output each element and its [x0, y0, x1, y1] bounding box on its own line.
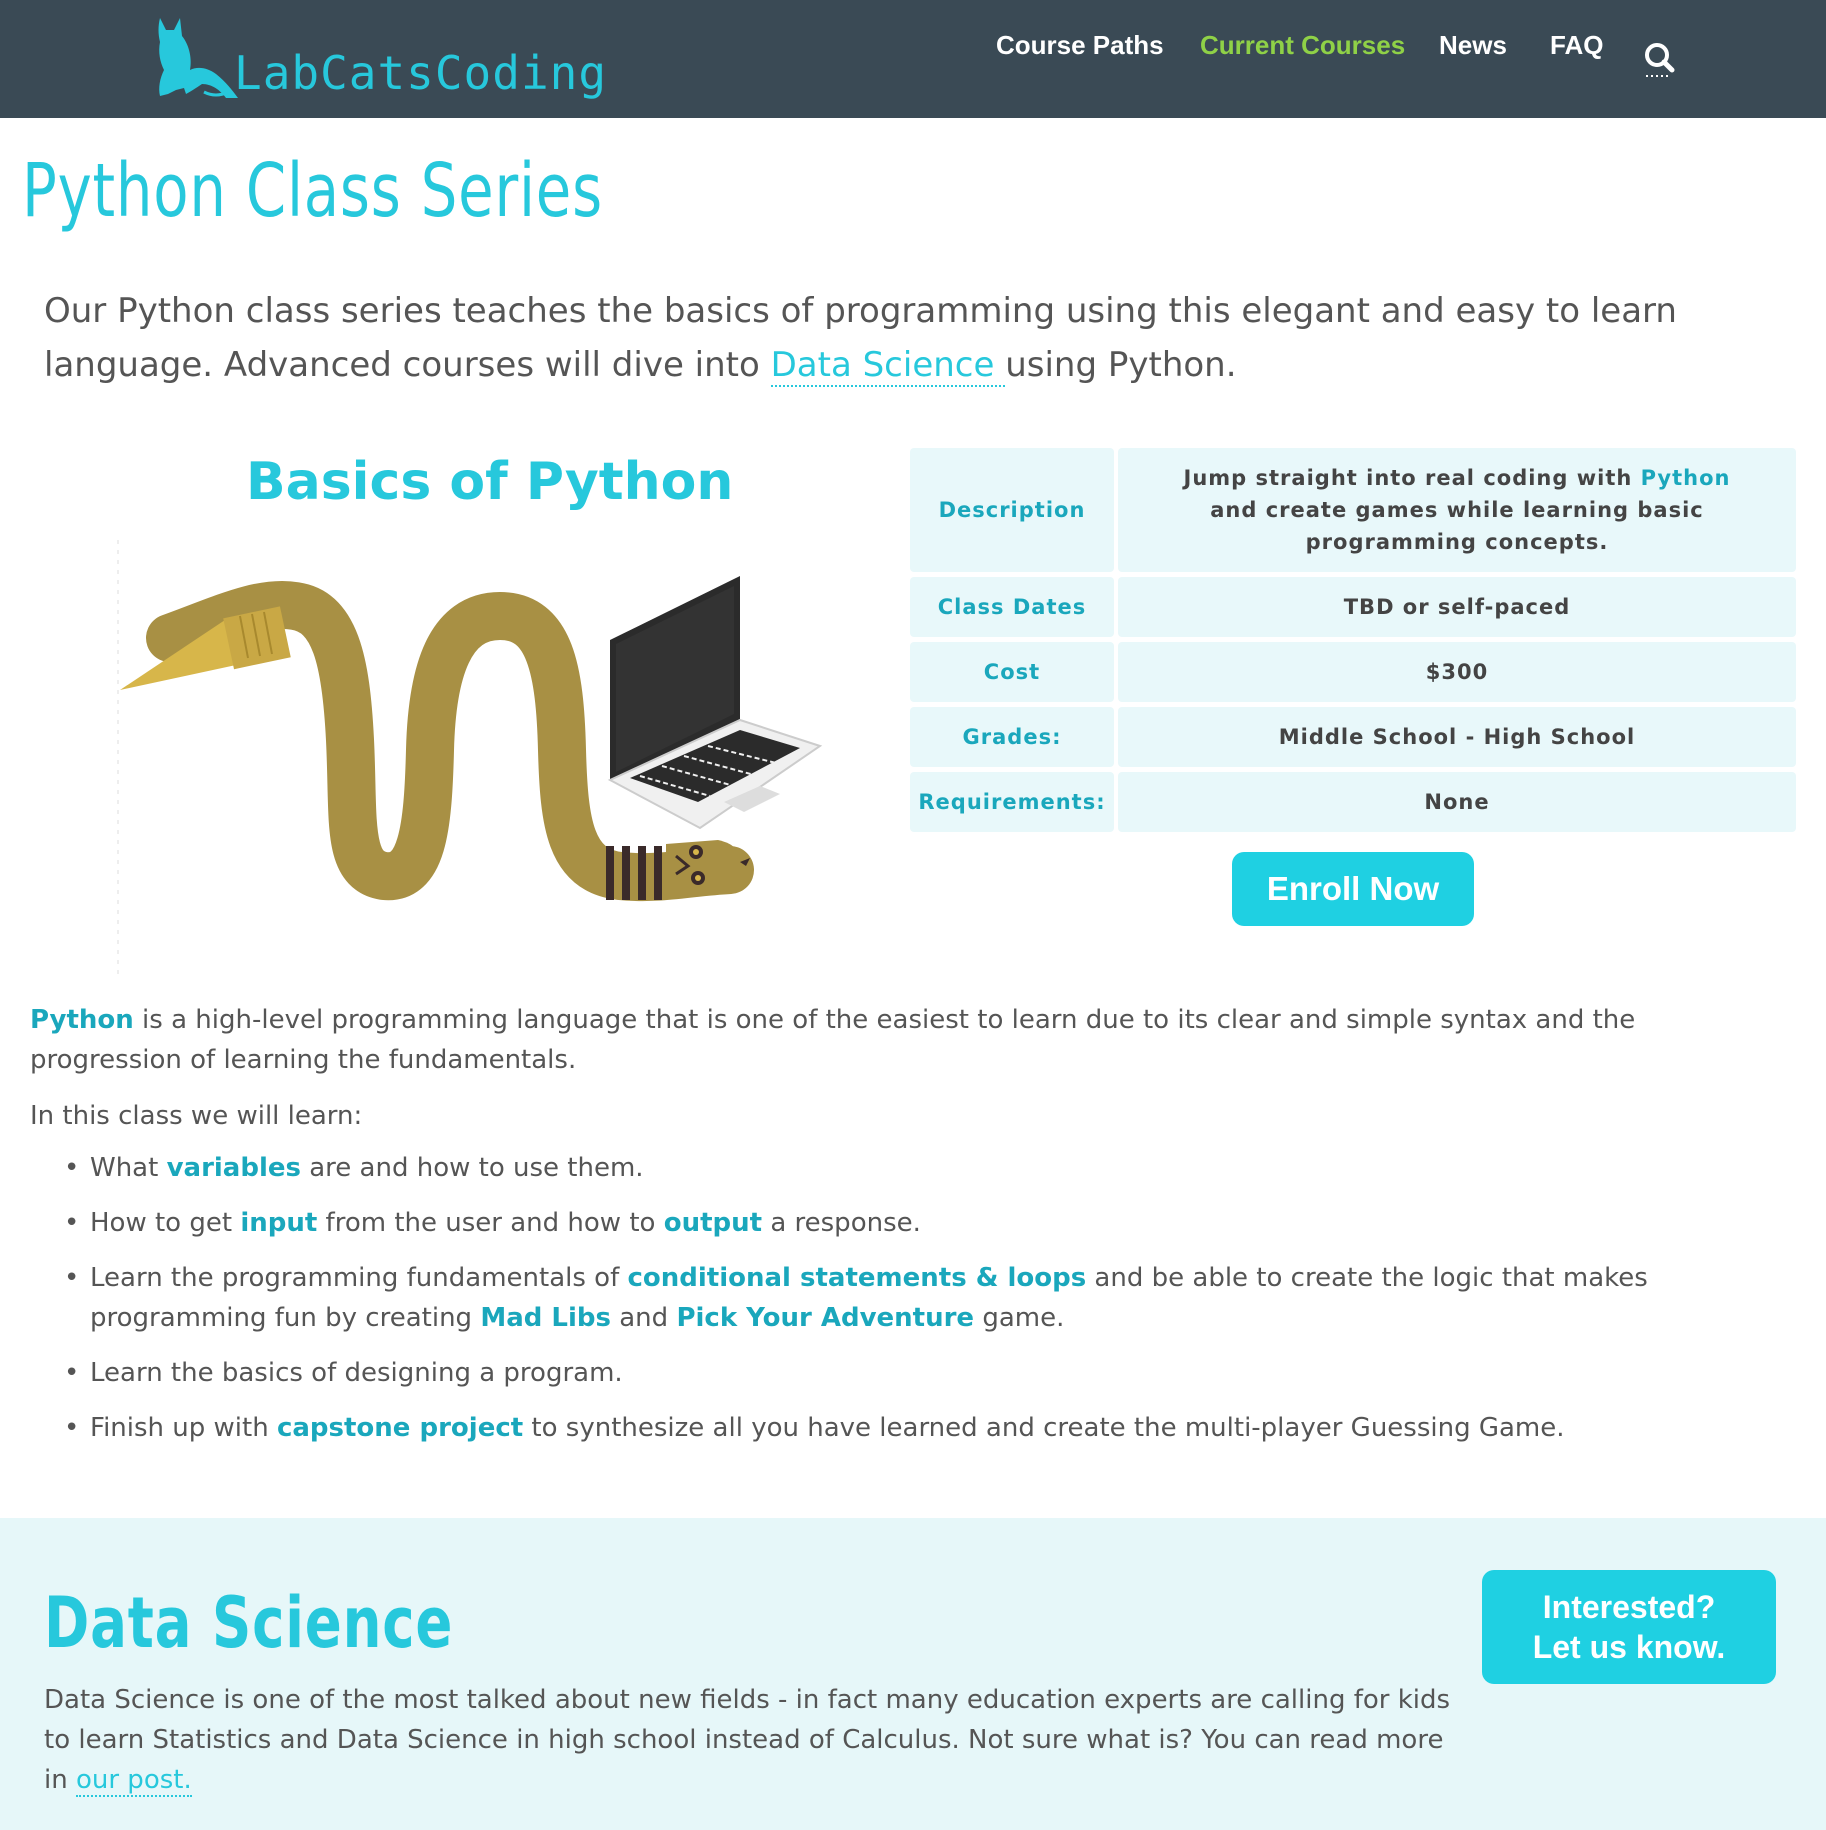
site-logo[interactable]: [146, 10, 626, 106]
keyword-capstone: capstone project: [276, 1413, 524, 1443]
description-highlight: Python: [1640, 466, 1731, 490]
nav-faq[interactable]: FAQ: [1550, 30, 1604, 60]
keyword-variables: variables: [166, 1153, 301, 1183]
list-item: • Finish up with capstone project to synthesize all you have learned and create the multi-player Guessing Game.: [60, 1408, 1760, 1448]
interested-button[interactable]: [1482, 1570, 1776, 1684]
info-value-description: [1118, 448, 1796, 572]
info-value-grades: Middle School - High School: [1118, 707, 1796, 767]
info-value-requirements: None: [1118, 772, 1796, 832]
intro-text: Our Python class series teaches the basics of programming using this elegant and easy to learn language. Advanced courses will dive into: [44, 291, 1677, 385]
page-title: Python Class Series: [22, 148, 603, 234]
info-value-dates: TBD or self-paced: [1118, 577, 1796, 637]
python-snake-illustration: [110, 540, 850, 980]
laptop-illustration: [610, 576, 820, 828]
list-item: • How to get input from the user and how to output a response.: [60, 1203, 1760, 1243]
nav-course-paths[interactable]: Course Paths: [996, 30, 1164, 60]
info-label-dates: Class Dates: [910, 577, 1114, 637]
intro-text-end: using Python.: [1005, 345, 1237, 385]
keyword-input: input: [240, 1208, 318, 1238]
logo-text: LabCatsCoding: [234, 46, 608, 100]
description-text-end: and create games while learning basic programming concepts.: [1210, 498, 1704, 554]
python-description: [30, 1000, 1770, 1080]
info-row-requirements: [910, 772, 1796, 832]
info-label-requirements: Requirements:: [910, 772, 1114, 832]
interested-button-line1: Interested?: [1542, 1589, 1716, 1625]
interested-button-line2: Let us know.: [1532, 1629, 1726, 1665]
nav-current-courses[interactable]: Current Courses: [1200, 30, 1406, 60]
info-row-dates: [910, 577, 1796, 637]
site-header: [0, 0, 1826, 118]
our-post-link[interactable]: our post.: [75, 1765, 192, 1795]
course-info-table: [910, 448, 1796, 837]
info-label-grades: Grades:: [910, 707, 1114, 767]
course-title: Basics of Python: [246, 452, 734, 512]
intro-paragraph: [44, 284, 1784, 392]
list-item: • Learn the programming fundamentals of conditional statements & loops and be able to create the logic that makes programming fun by creating Mad Libs and Pick Your Adventure game.: [60, 1258, 1760, 1338]
cat-logo-icon: [146, 12, 246, 102]
keyword-pick-your-adventure: Pick Your Adventure: [676, 1303, 975, 1333]
info-label-cost: Cost: [910, 642, 1114, 702]
keyword-python: Python: [30, 1005, 134, 1035]
description-text: Jump straight into real coding with: [1183, 466, 1641, 490]
data-science-section: [0, 1518, 1826, 1830]
data-science-title: Data Science: [44, 1582, 454, 1664]
info-label-description: Description: [910, 448, 1114, 572]
keyword-mad-libs: Mad Libs: [480, 1303, 611, 1333]
data-science-text: [44, 1680, 1464, 1800]
info-value-cost: $300: [1118, 642, 1796, 702]
nav-news[interactable]: News: [1439, 30, 1507, 60]
info-row-cost: [910, 642, 1796, 702]
keyword-output: output: [663, 1208, 763, 1238]
learn-intro: In this class we will learn:: [30, 1101, 363, 1131]
enroll-now-button[interactable]: Enroll Now: [1232, 852, 1474, 926]
search-icon[interactable]: [1640, 38, 1680, 78]
python-description-text: is a high-level programming language that is one of the easiest to learn due to its clear and simple syntax and the progression of learning the fundamentals.: [30, 1005, 1636, 1075]
info-row-description: [910, 448, 1796, 572]
keyword-conditionals: conditional statements & loops: [627, 1263, 1087, 1293]
learning-list: [60, 1148, 1760, 1463]
data-science-body: Data Science is one of the most talked about new fields - in fact many education experts are calling for kids to learn Statistics and Data Science in high school instead of Calculus. Not sure what is? You can read more in: [44, 1685, 1451, 1795]
info-row-grades: [910, 707, 1796, 767]
list-item: • What variables are and how to use them.: [60, 1148, 1760, 1188]
data-science-link[interactable]: Data Science: [770, 345, 1006, 385]
list-item: • Learn the basics of designing a program.: [60, 1353, 1760, 1393]
